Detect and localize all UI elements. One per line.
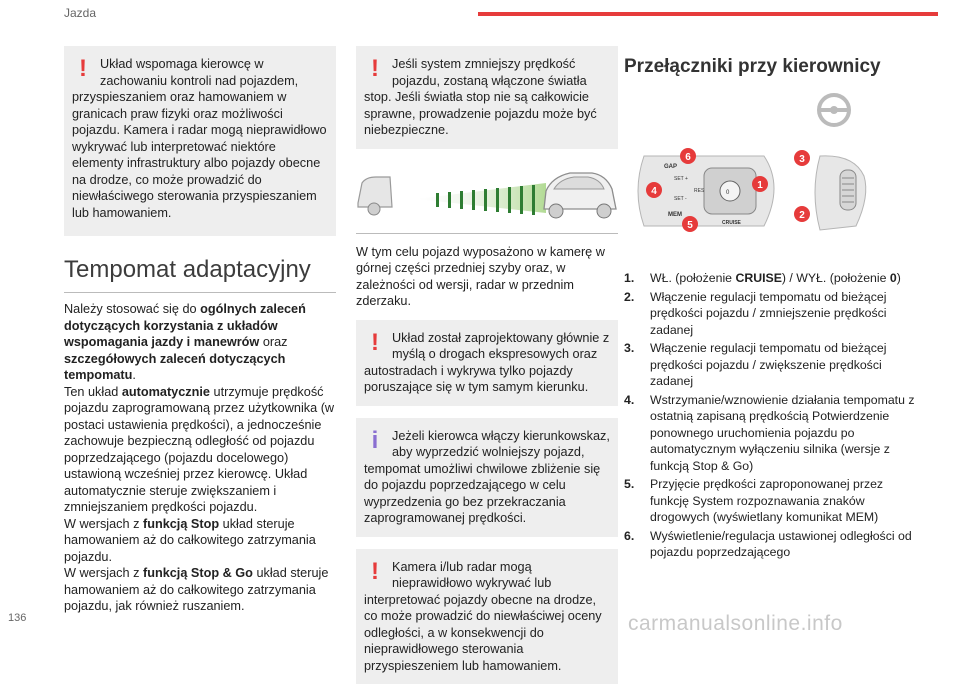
list-item-number: 1. bbox=[624, 270, 634, 287]
warning-icon: ! bbox=[364, 332, 386, 356]
header-title: Jazda bbox=[64, 6, 96, 20]
info-icon: i bbox=[364, 430, 386, 454]
list-item bbox=[624, 392, 924, 475]
list-item-number: 2. bbox=[624, 289, 634, 306]
text-run: Ten układ bbox=[64, 385, 122, 399]
label-gap: GAP bbox=[664, 164, 677, 170]
callout-5-label: 5 bbox=[687, 220, 693, 231]
text-run: ) bbox=[897, 271, 901, 285]
paragraph-stop bbox=[64, 516, 336, 566]
paragraph-recommendations bbox=[64, 301, 336, 384]
column-middle bbox=[356, 46, 618, 684]
column-left bbox=[64, 46, 336, 615]
text-run-bold: funkcją Stop bbox=[143, 517, 219, 531]
list-item bbox=[624, 340, 924, 390]
warning-icon: ! bbox=[364, 561, 386, 585]
notice-text: Kamera i/lub radar mogą nieprawidłowo wykrywać lub interpretować pojazdy obecne na drodze, co może prowadzić do niewłaściwej oceny odległości, a w konsekwencji do nieprawidłowego sterowania przyspieszeniem lub hamowaniem. bbox=[364, 560, 602, 673]
warning-notice bbox=[356, 549, 618, 684]
section-title: Przełączniki przy kierownicy bbox=[624, 56, 924, 78]
steering-controls-diagram bbox=[624, 146, 924, 240]
label-set-plus: SET + bbox=[674, 176, 688, 182]
paragraph-description bbox=[64, 384, 336, 516]
car-radar-illustration bbox=[356, 163, 618, 229]
list-item-number: 4. bbox=[624, 392, 634, 409]
section-title: Tempomat adaptacyjny bbox=[64, 256, 336, 284]
text-run: układ steruje hamowaniem aż do całkowitego zatrzymania pojazdu, jak również ruszaniem. bbox=[64, 566, 328, 613]
divider bbox=[356, 233, 618, 234]
callout-2-label: 2 bbox=[799, 210, 805, 221]
notice-text: Układ wspomaga kierowcę w zachowaniu kontroli nad pojazdem, przyspieszaniem oraz hamowaniem w granicach praw fizyki oraz możliwości pojazdu. Kamera i radar mogą nieprawidłowo wykrywać lub interpretować niektóre elementy infrastruktury albo pojazdy obecne na drodze, co może prowadzić do niewłaściwego sterowania przyspieszaniem lub hamowaniem. bbox=[72, 57, 327, 220]
text-run: utrzymuje prędkość pojazdu zaprogramowaną przez użytkownika (w postaci ustawienia prędkości), a jednocześnie zachowuje bezpieczną odległość od pojazdu poprzedzającego (pojazdu docelowego) ustawioną wcześniej przez kierowcę. Układ automatycznie steruje zwiększaniem i zmniejszaniem prędkości pojazdu. bbox=[64, 385, 334, 515]
list-item bbox=[624, 289, 924, 339]
notice-text: Układ został zaprojektowany głównie z myślą o drogach ekspresowych oraz autostradach i wykrywa tylko pojazdy poruszające się w tym samym kierunku. bbox=[364, 331, 609, 395]
warning-notice bbox=[64, 46, 336, 236]
text-run: W wersjach z bbox=[64, 566, 143, 580]
label-cruise: CRUISE bbox=[722, 220, 742, 226]
list-item-text: Przyjęcie prędkości zaproponowanej przez funkcję System rozpoznawania znaków drogowych (wyświetlany komunikat MEM) bbox=[650, 477, 883, 524]
paragraph-stop-go bbox=[64, 565, 336, 615]
list-item bbox=[624, 476, 924, 526]
list-item-text: Włączenie regulacji tempomatu od bieżącej prędkości pojazdu / zmniejszenie prędkości zadanej bbox=[650, 290, 887, 337]
list-item-number: 6. bbox=[624, 528, 634, 545]
warning-notice bbox=[356, 46, 618, 149]
warning-icon: ! bbox=[364, 58, 386, 82]
page-number: 136 bbox=[8, 612, 26, 624]
label-off: 0 bbox=[726, 190, 730, 196]
list-item-number: 3. bbox=[624, 340, 634, 357]
notice-text: Jeśli system zmniejszy prędkość pojazdu, zostaną włączone światła stop. Jeśli światła stop nie są całkowicie sprawne, prowadzenie pojazdu może być niebezpieczne. bbox=[364, 57, 597, 137]
text-run: oraz bbox=[259, 335, 287, 349]
steering-wheel-icon bbox=[624, 92, 924, 132]
text-run-bold: ogólnych zaleceń dotyczących korzystania z układów wspomagania jazdy i manewrów bbox=[64, 302, 306, 349]
text-run: . bbox=[132, 368, 136, 382]
label-res: RES bbox=[694, 188, 705, 194]
callout-4-label: 4 bbox=[651, 186, 657, 197]
text-run: układ steruje hamowaniem aż do całkowitego zatrzymania pojazdu. bbox=[64, 517, 316, 564]
text-run: ) / WYŁ. (położenie bbox=[782, 271, 890, 285]
column-right bbox=[624, 46, 924, 563]
callout-1-label: 1 bbox=[757, 180, 763, 191]
callout-6-label: 6 bbox=[685, 152, 691, 163]
list-item-number: 5. bbox=[624, 476, 634, 493]
warning-icon: ! bbox=[72, 58, 94, 82]
steering-wheel-svg bbox=[816, 92, 852, 128]
warning-notice bbox=[356, 320, 618, 406]
text-run-bold: automatycznie bbox=[122, 385, 210, 399]
controls-diagram-svg bbox=[624, 146, 924, 240]
list-item bbox=[624, 270, 924, 287]
label-set-minus: SET - bbox=[674, 196, 687, 202]
header-accent-bar bbox=[478, 12, 938, 16]
list-item-text: Włączenie regulacji tempomatu od bieżącej prędkości pojazdu / zwiększenie prędkości zadanej bbox=[650, 341, 887, 388]
list-item-text: Wyświetlenie/regulacja ustawionej odległości od pojazdu poprzedzającego bbox=[650, 529, 912, 560]
info-notice bbox=[356, 418, 618, 537]
text-run-bold: CRUISE bbox=[735, 271, 781, 285]
list-item bbox=[624, 528, 924, 561]
text-run: WŁ. (położenie bbox=[650, 271, 735, 285]
text-run: W wersjach z bbox=[64, 517, 143, 531]
list-item-text: Wstrzymanie/wznowienie działania tempomatu z ostatnią zapisaną prędkością Potwierdzenie ponownego uruchomienia pojazdu po automatycznym wyłączeniu silnika (wersje z funkcją Stop & Go) bbox=[650, 393, 915, 473]
car-radar-svg bbox=[356, 163, 618, 229]
text-run-bold: szczegółowych zaleceń dotyczących tempomatu bbox=[64, 352, 285, 383]
text-run: Należy stosować się do bbox=[64, 302, 200, 316]
watermark: carmanualsonline.info bbox=[628, 612, 843, 636]
text-run-bold: funkcją Stop & Go bbox=[143, 566, 253, 580]
paragraph-camera-radar: W tym celu pojazd wyposażono w kamerę w górnej części przedniej szyby oraz, w zależności od wersji, radar w przednim zderzaku. bbox=[356, 244, 618, 310]
label-mem: MEM bbox=[668, 212, 682, 218]
callout-3-label: 3 bbox=[799, 154, 805, 165]
text-run-bold: 0 bbox=[890, 271, 897, 285]
section-divider bbox=[64, 292, 336, 293]
controls-list bbox=[624, 270, 924, 561]
notice-text: Jeżeli kierowca włączy kierunkowskaz, aby wyprzedzić wolniejszy pojazd, tempomat umożliwi chwilowe zbliżenie się do pojazdu poprzedzającego w celu wyprzedzenia go bez przekraczania zaprogramowanej prędkości. bbox=[364, 429, 610, 526]
